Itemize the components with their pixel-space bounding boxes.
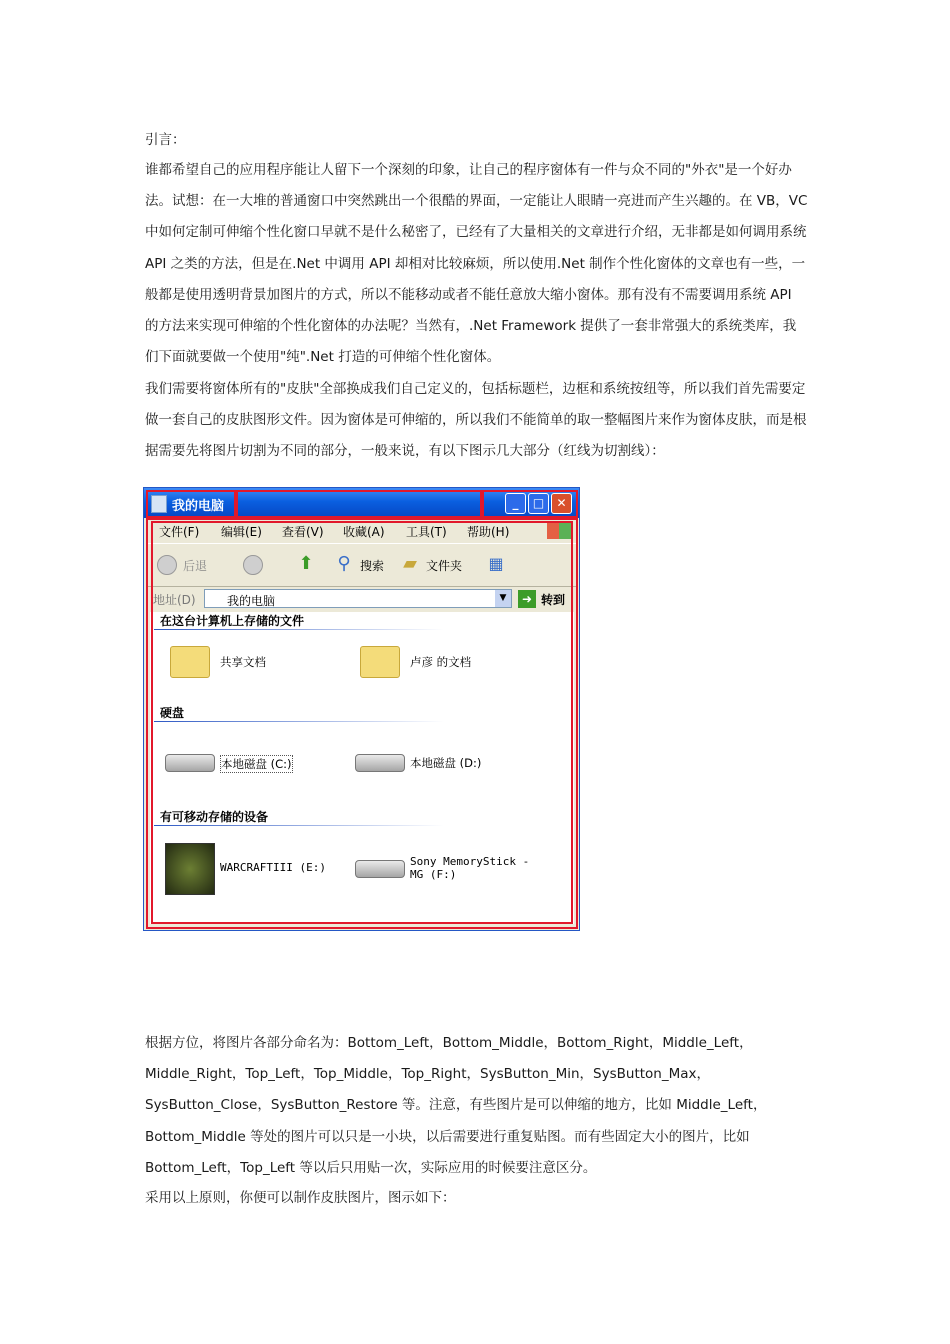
cut-inner-frame [151, 521, 573, 924]
minimize-button[interactable]: _ [505, 493, 526, 514]
address-label: 地址(D) [153, 593, 196, 607]
item-shared-docs[interactable]: 共享文档 [220, 655, 266, 669]
menu-view[interactable]: 查看(V) [282, 525, 324, 539]
menu-edit[interactable]: 编辑(E) [221, 525, 262, 539]
folders-button-label[interactable]: 文件夹 [426, 559, 463, 573]
window-screenshot [143, 487, 580, 931]
go-arrow-icon[interactable]: ➜ [518, 590, 536, 608]
item-drive-e[interactable]: WARCRAFTIII (E:) [220, 861, 326, 874]
item-disk-c[interactable]: 本地磁盘 (C:) [221, 757, 292, 771]
folders-icon[interactable]: ▰ [403, 553, 417, 574]
paragraph-skin: 我们需要将窗体所有的"皮肤"全部换成我们自己定义的，包括标题栏，边框和系统按纽等，所以我们首先需要定做一套自己的皮肤图形文件。因为窗体是可伸缩的，所以我们不能简单的取一整幅图片来作为窗体皮肤，而是根据需要先将图片切割为不同的部分，一般来说，有以下图示几大部分（红线为切割线）： [145, 381, 807, 460]
window-title: 我的电脑 [172, 499, 225, 514]
up-folder-icon[interactable]: ⬆ [298, 553, 314, 574]
group-heading-disks: 硬盘 [160, 706, 185, 720]
search-button-label[interactable]: 搜索 [360, 559, 385, 573]
group-heading-removable: 有可移动存储的设备 [160, 810, 269, 824]
intro-heading: 引言： [145, 132, 186, 148]
cut-top-right [482, 490, 578, 518]
menu-file[interactable]: 文件(F) [159, 525, 200, 539]
search-icon[interactable]: ⚲ [337, 553, 351, 574]
paragraph-skin-images: 采用以上原则，你便可以制作皮肤图片，图示如下： [145, 1190, 456, 1206]
item-user-docs[interactable]: 卢彦 的文档 [410, 655, 472, 669]
item-drive-f[interactable]: Sony MemoryStick - MG (F:) [410, 855, 530, 881]
menu-favorites[interactable]: 收藏(A) [343, 525, 385, 539]
address-value: 我的电脑 [227, 594, 276, 608]
menu-tools[interactable]: 工具(T) [406, 525, 447, 539]
group-heading-files: 在这台计算机上存储的文件 [160, 614, 305, 628]
item-disk-d[interactable]: 本地磁盘 (D:) [410, 756, 482, 770]
chevron-down-icon[interactable]: ▼ [495, 590, 511, 607]
maximize-button[interactable]: □ [528, 493, 549, 514]
close-button[interactable]: ✕ [551, 493, 572, 514]
back-button-label[interactable]: 后退 [183, 559, 208, 573]
cut-top-left [146, 490, 236, 518]
paragraph-naming: 根据方位，将图片各部分命名为：Bottom_Left，Bottom_Middle，Bottom_Right，Middle_Left，Middle_Right，Top_Left，Top_Middle，Top_Right，SysButton_Min，SysButton_Max，SysButton_Close，SysButton_Restore 等。注意，有些图片是可以伸缩的地方，比如 Middle_Left，Bottom_Middle 等处的图片可以只是一小块，以后需要进行重复贴图。而有些固定大小的图片，比如 Bottom_Left，Top_Left 等以后只用贴一次，实际应用的时候要注意区分。 [145, 1035, 767, 1176]
cut-top-middle [236, 490, 482, 518]
go-button-label[interactable]: 转到 [541, 593, 566, 607]
paragraph-intro: 谁都希望自己的应用程序能让人留下一个深刻的印象，让自己的程序窗体有一件与众不同的"外衣"是一个好办法。试想：在一大堆的普通窗口中突然跳出一个很酷的界面，一定能让人眼睛一亮进而产生兴趣的。在 VB，VC 中如何定制可伸缩个性化窗口早就不是什么秘密了，已经有了大量相关的文章进行介绍，无非都是如何调用系统 API 之类的方法，但是在.Net 中调用 API 却相对比较麻烦，所以使用.Net 制作个性化窗体的文章也有一些，一般都是使用透明背景加图片的方式，所以不能移动或者不能任意放大缩小窗体。那有没有不需要调用系统 API 的方法来实现可伸缩的个性化窗体的办法呢？当然有，.Net Framework 提供了一套非常强大的系统类库，我们下面就要做一个使用"纯".Net 打造的可伸缩个性化窗体。 [145, 162, 808, 366]
views-icon[interactable]: ▦ [488, 554, 504, 573]
menu-help[interactable]: 帮助(H) [467, 525, 510, 539]
